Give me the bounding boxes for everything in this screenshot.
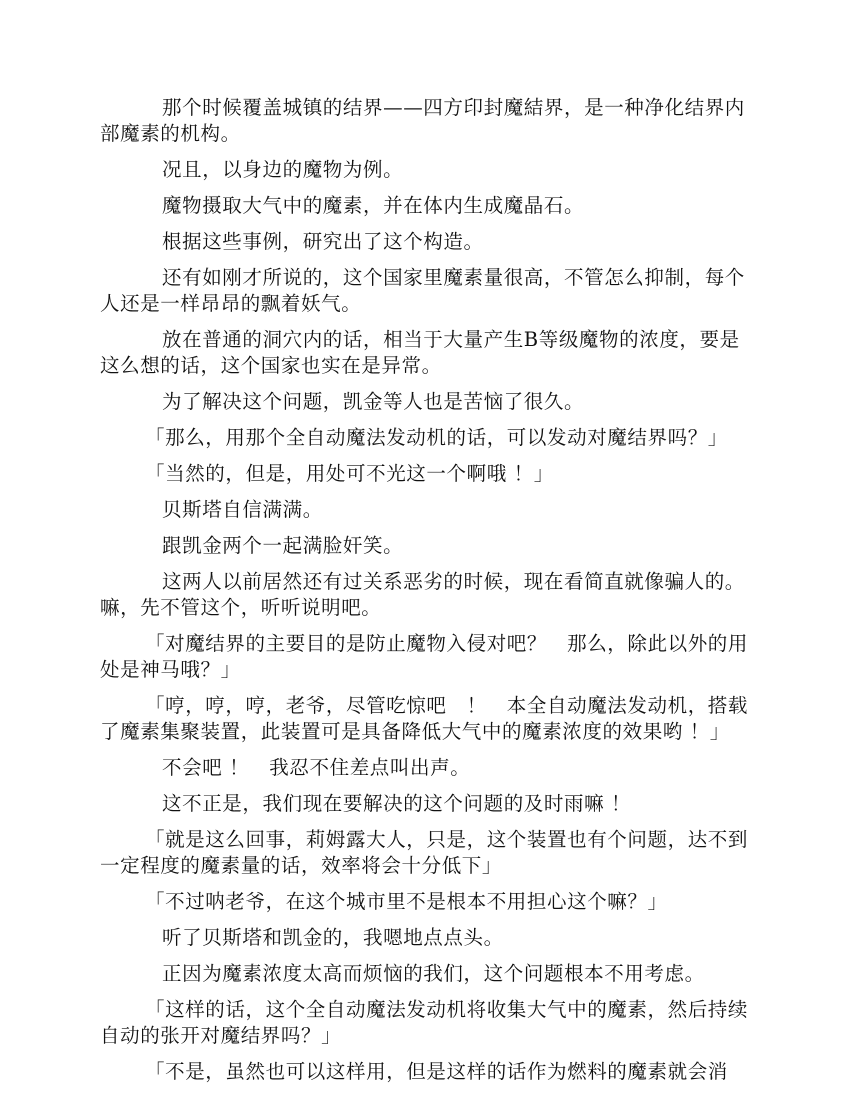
- dialog-line-04: 「哼，哼，哼，老爷，尽管吃惊吧 ！ 本全自动魔法发动机，搭载了魔素集聚装置，此装置可是具备降低大气中的魔素浓度的效果哟 ！」: [100, 694, 749, 743]
- paragraph-02: 况且，以身边的魔物为例。: [162, 158, 404, 181]
- paragraph-05: 还有如刚才所说的，这个国家里魔素量很高，不管怎么抑制，每个人还是一样昂昂的飘着妖气。: [100, 266, 745, 315]
- dialog-line-07: 「这样的话，这个全自动魔法发动机将收集大气中的魔素，然后持续自动的张开对魔结界吗？」: [100, 998, 749, 1047]
- paragraph-08: 贝斯塔自信满满。: [162, 498, 323, 521]
- paragraph-12: 这不正是，我们现在要解决的这个问题的及时雨嘛 ！: [162, 792, 632, 815]
- paragraph-03: 魔物摄取大气中的魔素，并在体内生成魔晶石。: [162, 194, 585, 217]
- dialog-line-08: 「不是，虽然也可以这样用，但是这样的话作为燃料的魔素就会消: [145, 1060, 728, 1083]
- paragraph-09: 跟凯金两个一起满脸奸笑。: [162, 534, 404, 557]
- paragraph-06: 放在普通的洞穴内的话，相当于大量产生B等级魔物的浓度，要是这么想的话，这个国家也实在是异常。: [100, 328, 740, 377]
- paragraph-11: 不会吧 ！ 我忍不住差点叫出声。: [162, 756, 471, 779]
- paragraph-13: 听了贝斯塔和凯金的，我嗯地点点头。: [162, 926, 504, 949]
- dialog-line-06: 「不过呐老爷，在这个城市里不是根本不用担心这个嘛？」: [145, 890, 668, 913]
- dialog-line-01: 「那么，用那个全自动魔法发动机的话，可以发动对魔结界吗？」: [145, 426, 728, 449]
- paragraph-14: 正因为魔素浓度太高而烦恼的我们，这个问题根本不用考虑。: [162, 962, 705, 985]
- paragraph-01: 那个时候覆盖城镇的结界——四方印封魔結界，是一种净化结界内部魔素的机构。: [100, 96, 745, 145]
- paragraph-10: 这两人以前居然还有过关系恶劣的时候，现在看简直就像骗人的。嘛，先不管这个，听听说明吧。: [100, 570, 745, 619]
- dialog-line-03: 「对魔结界的主要目的是防止魔物入侵对吧？ 那么，除此以外的用处是神马哦？」: [100, 632, 749, 681]
- document-page: [100, 95, 748, 1095]
- paragraph-04: 根据这些事例，研究出了这个构造。: [162, 230, 484, 253]
- paragraph-07: 为了解决这个问题，凯金等人也是苦恼了很久。: [162, 390, 585, 413]
- dialog-line-05: 「就是这么回事，莉姆露大人，只是，这个装置也有个问题，达不到一定程度的魔素量的话，效率将会十分低下」: [100, 828, 749, 877]
- dialog-line-02: 「当然的，但是，用处可不光这一个啊哦 ！」: [145, 462, 554, 485]
